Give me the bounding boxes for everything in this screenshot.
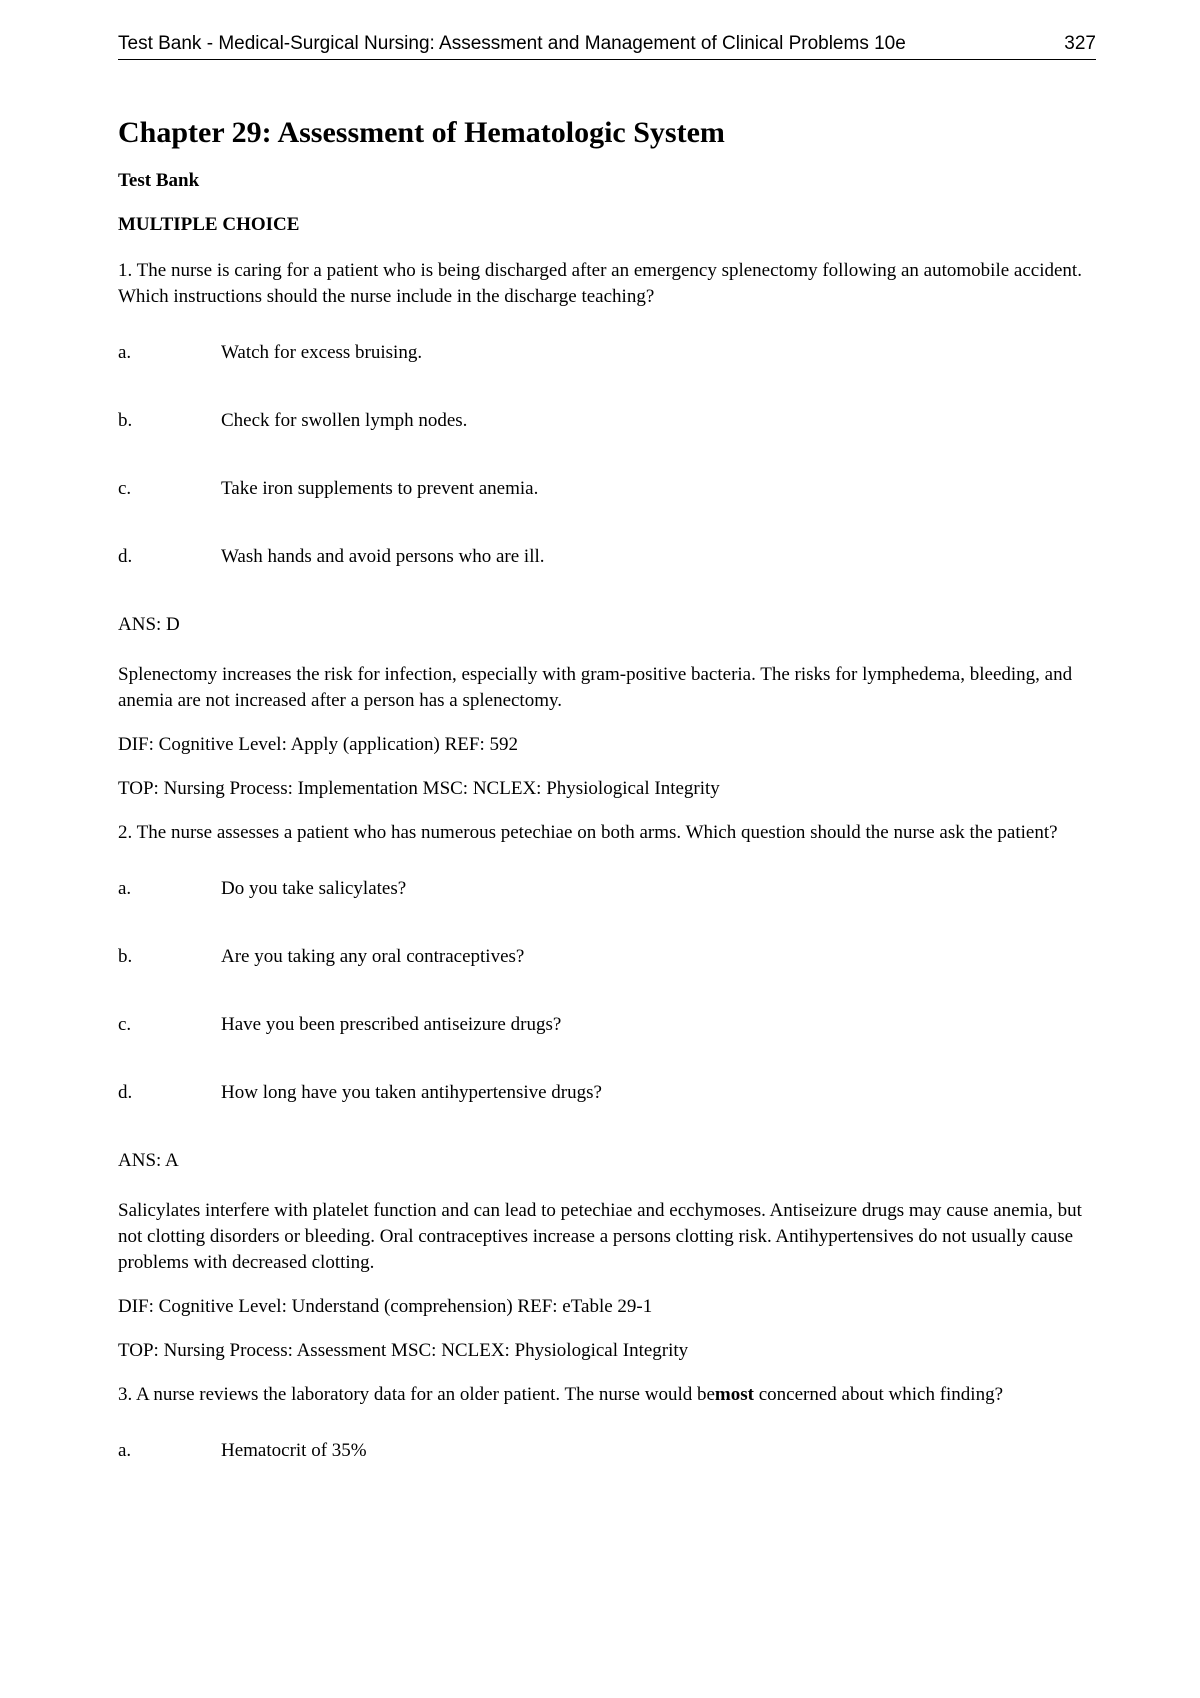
option-letter: d. — [118, 1082, 133, 1103]
question-stem — [118, 1382, 1098, 1408]
rationale: Salicylates interfere with platelet function and can lead to petechiae and ecchymoses. Antiseizure drugs may cause anemia, but not clotting disorders or bleeding. Oral contraceptives increase a persons clotting risk. Antihypertensives do not usually cause problems with decreased clotting. — [118, 1200, 1082, 1273]
answer-option-b — [118, 408, 1098, 434]
question-stem: 2. The nurse assesses a patient who has numerous petechiae on both arms. Which question should the nurse ask the patient? — [118, 822, 1058, 843]
question-2 — [118, 820, 1098, 1364]
option-text: Check for swollen lymph nodes. — [221, 410, 468, 431]
option-letter: d. — [118, 546, 133, 567]
question-stem: 1. The nurse is caring for a patient who is being discharged after an emergency splenectomy following an automobile accident. Which instructions should the nurse include in the discharge teaching? — [118, 260, 1082, 307]
option-text: Hematocrit of 35% — [221, 1440, 367, 1461]
section-label: Test Bank — [118, 170, 200, 191]
option-text: Wash hands and avoid persons who are ill. — [221, 546, 545, 567]
option-letter: a. — [118, 1440, 132, 1461]
chapter-title: Chapter 29: Assessment of Hematologic System — [118, 116, 725, 149]
answer-option-b — [118, 944, 1098, 970]
rationale: Splenectomy increases the risk for infection, especially with gram-positive bacteria. The risks for lymphedema, bleeding, and anemia are not increased after a person has a splenectomy. — [118, 664, 1073, 711]
stem-emphasis: most — [714, 1384, 754, 1405]
stem-text-after: concerned about which finding? — [753, 1384, 1004, 1405]
option-text: Watch for excess bruising. — [221, 342, 423, 363]
option-letter: b. — [118, 946, 133, 967]
option-letter: a. — [118, 878, 132, 899]
answer-option-a — [118, 876, 1098, 902]
answer-option-d — [118, 544, 1098, 570]
option-letter: a. — [118, 342, 132, 363]
header-title: Test Bank - Medical-Surgical Nursing: Assessment and Management of Clinical Problems 10e — [118, 33, 906, 54]
answer-option-a — [118, 340, 1098, 366]
stem-text-before: 3. A nurse reviews the laboratory data for an older patient. The nurse would be — [118, 1384, 715, 1405]
difficulty-reference: DIF: Cognitive Level: Understand (comprehension) REF: eTable 29-1 — [118, 1296, 653, 1317]
option-letter: c. — [118, 478, 132, 499]
question-1 — [118, 258, 1098, 802]
page-content — [118, 114, 1098, 1506]
option-letter: b. — [118, 410, 133, 431]
option-text: Are you taking any oral contraceptives? — [221, 946, 525, 967]
answer-option-a — [118, 1438, 1098, 1464]
page-number: 327 — [1064, 33, 1096, 54]
answer-option-c — [118, 476, 1098, 502]
answer-option-d — [118, 1080, 1098, 1106]
option-text: Take iron supplements to prevent anemia. — [221, 478, 539, 499]
option-text: How long have you taken antihypertensive drugs? — [221, 1082, 602, 1103]
option-letter: c. — [118, 1014, 132, 1035]
option-text: Have you been prescribed antiseizure drugs? — [221, 1014, 562, 1035]
question-3 — [118, 1382, 1098, 1464]
option-text: Do you take salicylates? — [221, 878, 407, 899]
answer-key: ANS: D — [118, 614, 180, 635]
answer-option-c — [118, 1012, 1098, 1038]
question-type-heading: MULTIPLE CHOICE — [118, 214, 300, 235]
difficulty-reference: DIF: Cognitive Level: Apply (application) REF: 592 — [118, 734, 519, 755]
answer-key: ANS: A — [118, 1150, 179, 1171]
page-header — [118, 32, 1096, 60]
topic-category: TOP: Nursing Process: Assessment MSC: NCLEX: Physiological Integrity — [118, 1340, 689, 1361]
topic-category: TOP: Nursing Process: Implementation MSC: NCLEX: Physiological Integrity — [118, 778, 720, 799]
